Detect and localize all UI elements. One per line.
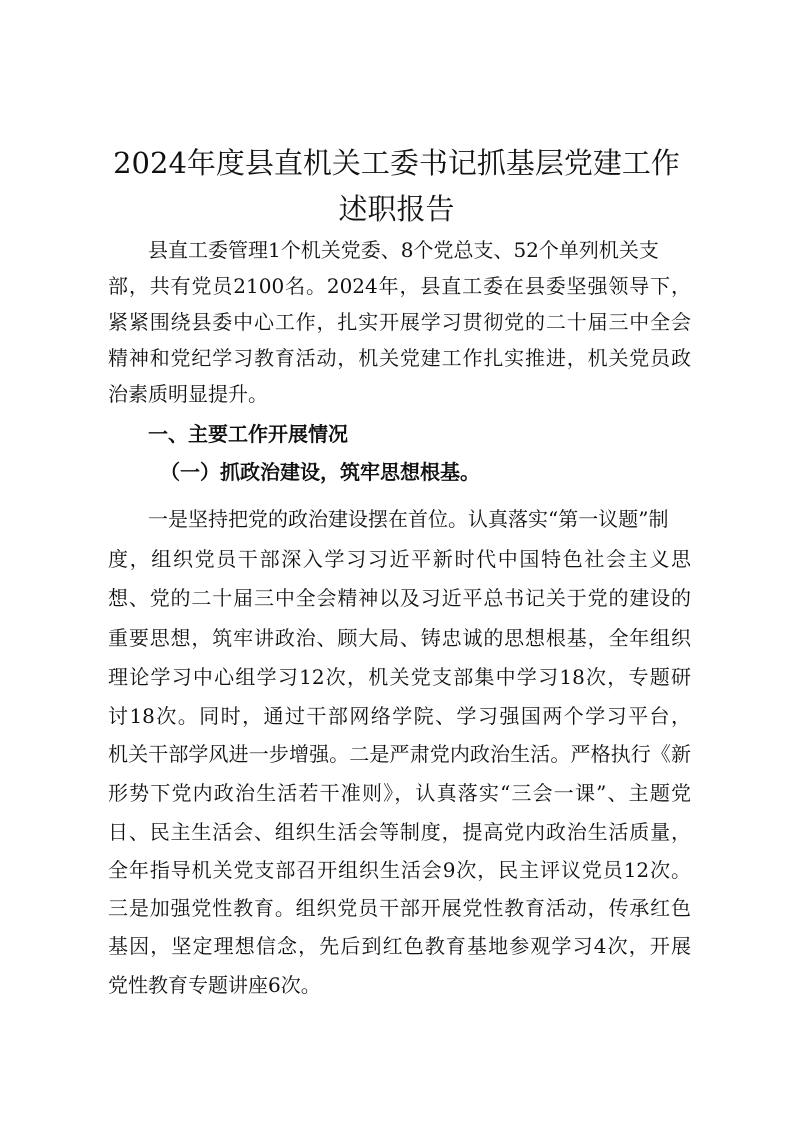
- body-line: 形势下党内政治生活若干准则》，认真落实“三会一课”、主题党: [108, 781, 691, 805]
- body-line: 基因，坚定理想信念，先后到红色教育基地参观学习4次，开展: [108, 934, 691, 958]
- body-line: 三是加强党性教育。组织党员干部开展党性教育活动，传承红色: [108, 896, 691, 920]
- body-line: 全年指导机关党支部召开组织生活会9次，民主评议党员12次。: [108, 858, 691, 882]
- document-title-line-1: 2024年度县直机关工委书记抓基层党建工作: [113, 146, 680, 180]
- body-line: 一是坚持把党的政治建设摆在首位。认真落实“第一议题”制: [148, 507, 669, 531]
- body-line: 理论学习中心组学习12次，机关党支部集中学习18次，专题研: [108, 665, 691, 689]
- body-line: 党性教育专题讲座6次。: [108, 973, 321, 997]
- section-heading: 一、主要工作开展情况: [148, 422, 348, 446]
- body-line: 机关干部学风进一步增强。二是严肃党内政治生活。严格执行《新: [108, 742, 691, 766]
- body-line: 讨18次。同时，通过干部网络学院、学习强国两个学习平台，: [108, 704, 691, 728]
- body-line: 重要思想，筑牢讲政治、顾大局、铸忠诚的思想根基，全年组织: [108, 626, 691, 650]
- subsection-heading: （一）抓政治建设，筑牢思想根基。: [160, 460, 480, 484]
- document-title-line-2: 述职报告: [338, 192, 455, 226]
- intro-line: 治素质明显提升。: [108, 382, 268, 406]
- body-line: 度，组织党员干部深入学习习近平新时代中国特色社会主义思: [108, 547, 691, 571]
- intro-line: 县直工委管理1个机关党委、8个党总支、52个单列机关支: [148, 238, 659, 262]
- intro-line: 精神和党纪学习教育活动，机关党建工作扎实推进，机关党员政: [108, 346, 691, 370]
- intro-line: 紧紧围绕县委中心工作，扎实开展学习贯彻党的二十届三中全会: [108, 310, 691, 334]
- body-line: 日、民主生活会、组织生活会等制度，提高党内政治生活质量，: [108, 820, 691, 844]
- intro-line: 部，共有党员2100名。2024年，县直工委在县委坚强领导下，: [108, 274, 691, 298]
- body-line: 想、党的二十届三中全会精神以及习近平总书记关于党的建设的: [108, 586, 691, 610]
